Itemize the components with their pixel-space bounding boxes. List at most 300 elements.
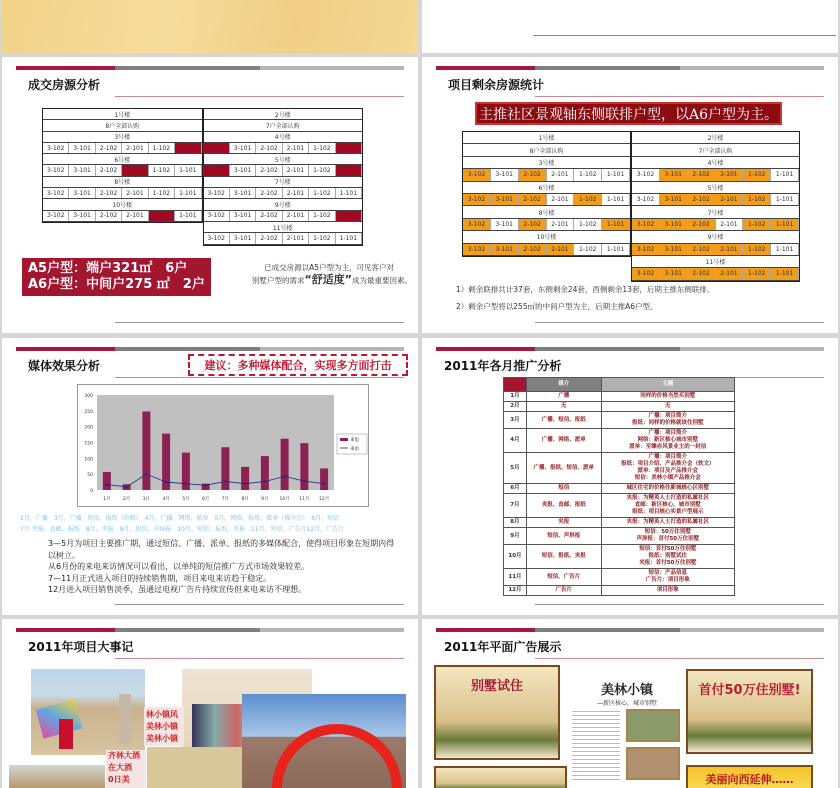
footer-rule <box>115 322 404 323</box>
legend-label-visits: 来访 <box>350 447 359 452</box>
building-title: 2号楼 <box>204 109 363 120</box>
header-bar-gray <box>535 628 680 632</box>
unit-row <box>632 169 799 181</box>
header-bar-crimson <box>436 628 535 632</box>
unit-cell: 2-101 <box>283 143 309 153</box>
unit-cell: 3-102 <box>43 211 69 221</box>
header-bar-light <box>260 66 404 70</box>
slide-title: 2011年各月推广分析 <box>444 359 562 373</box>
unit-cell: 1-102 <box>743 169 771 180</box>
unit-cell: 2-102 <box>96 188 122 198</box>
unit-cell: 1-102 <box>149 188 175 198</box>
red-text-photo <box>144 707 184 746</box>
point-visits <box>224 480 226 482</box>
unit-cell: 1-101 <box>771 268 799 279</box>
table-cell: 无 <box>601 402 734 412</box>
x-tick-label: 9月 <box>261 497 269 502</box>
unit-cell: 1-101 <box>602 169 630 180</box>
header-bar-light <box>260 628 404 632</box>
red-text-photo <box>106 750 146 788</box>
unit-cell: 1-101 <box>336 233 362 243</box>
paragraph-line: 从6月份的来电来访情况可以看出，以单纯的短信推广方式市场效果较差。 <box>48 562 310 571</box>
unit-cell: 2-101 <box>122 211 148 221</box>
table-cell: 5月 <box>504 453 527 484</box>
analysis-paragraph <box>48 538 398 596</box>
unit-cell: 2-102 <box>688 219 716 230</box>
header-bar-light <box>680 628 824 632</box>
table-cell: 广播 <box>526 392 601 402</box>
table-half-left <box>42 108 203 223</box>
building-note: 8户全部认购 <box>43 120 202 131</box>
table-row <box>504 392 735 402</box>
bar-calls <box>281 439 289 490</box>
table-cell: 夹报、直邮、报纸 <box>526 494 601 518</box>
ad-meilin-town <box>572 679 682 707</box>
table-cell: 无 <box>526 402 601 412</box>
unit-cell: 2-101 <box>122 188 148 198</box>
point-visits <box>204 484 206 486</box>
table-cell: 短信：产品信息 广告片：项目形象 <box>601 569 734 586</box>
building-title: 3号楼 <box>43 132 202 143</box>
unit-cell: 1-102 <box>574 244 602 255</box>
unit-cell: 1-101 <box>175 143 201 153</box>
banner-text-line: 美林小镇 <box>146 722 178 731</box>
slide-title: 2011年项目大事记 <box>28 640 134 654</box>
unit-cell: 2-101 <box>283 211 309 221</box>
title-rule <box>115 658 404 659</box>
x-tick-label: 4月 <box>162 497 170 502</box>
remaining-note-2: 2）剩余户型将以255㎡的中间户型为主，后期主推A6户型。 <box>456 302 658 311</box>
unit-cell: 2-101 <box>122 143 148 153</box>
banner-text-line: 在大酒 <box>108 763 132 772</box>
footer-rule <box>535 322 824 323</box>
slide-title: 项目剩余房源统计 <box>448 78 545 92</box>
unit-cell: 2-102 <box>519 219 547 230</box>
unit-cell: 1-102 <box>743 194 771 205</box>
unit-cell: 1-101 <box>336 165 362 175</box>
unit-cell: 3-102 <box>203 233 229 243</box>
header-bar-gray <box>115 347 260 351</box>
remaining-units-table <box>462 131 800 280</box>
ad-bottom-left <box>434 766 567 788</box>
unit-row <box>43 188 202 199</box>
point-visits <box>323 482 325 484</box>
building-title: 9号楼 <box>204 199 363 210</box>
slide-sold-analysis[interactable] <box>2 57 418 333</box>
summary-line: A6户型：中间户275 ㎡ 2户 <box>28 277 205 292</box>
unit-row <box>204 211 363 222</box>
table-cell: 广播：项目简介 网络：新区核心城市别墅 派单：至臻赤风景业主的一封信 <box>601 429 734 453</box>
table-row <box>504 518 735 528</box>
unit-cell: 3-101 <box>660 194 688 205</box>
unit-cell: 3-101 <box>660 268 688 279</box>
plot-area <box>97 395 334 490</box>
bar-calls <box>320 468 328 490</box>
x-tick-label: 7月 <box>221 497 230 502</box>
footer-rule <box>533 35 836 36</box>
building-note: 7户全部认购 <box>632 144 799 156</box>
table-cell: 广播、短信、报纸 <box>526 412 601 429</box>
banner-text-line: 齐林大酒 <box>108 751 140 760</box>
opening-arch-photo <box>242 694 406 788</box>
building-title: 4号楼 <box>204 132 363 143</box>
unit-cell: 3-102 <box>43 165 69 175</box>
building-title: 3号楼 <box>463 157 630 169</box>
x-tick-label: 5月 <box>182 497 190 502</box>
y-tick-label: 200 <box>84 425 93 431</box>
unit-cell: 3-102 <box>463 219 491 230</box>
bar-calls <box>142 411 150 490</box>
sold-units-table <box>42 108 363 244</box>
unit-cell: 2-101 <box>547 194 575 205</box>
table-cell: 10月 <box>504 545 527 569</box>
header-bar-gray <box>115 66 260 70</box>
table-cell: 广播：项目简介 报纸：同样的价格就该住别墅 <box>601 412 734 429</box>
suggestion-box: 建议：多种媒体配合，实现多方面打击 <box>188 354 408 376</box>
table-half-left <box>462 131 631 257</box>
x-tick-label: 11月 <box>299 497 310 502</box>
unit-cell: 2-102 <box>688 268 716 279</box>
unit-row <box>463 169 630 181</box>
footer-rule <box>115 604 404 605</box>
building-title: 5号楼 <box>204 154 363 165</box>
x-tick-label: 10月 <box>279 497 290 502</box>
table-cell: 夹报：为精英人士打造的私属社区 直邮：新区核心，城市别墅 报纸：项目核心实景户型展示 <box>601 494 734 518</box>
table-row <box>504 429 735 453</box>
unit-cell: 1-101 <box>602 244 630 255</box>
media-line-2: 7月 夹报、直邮、报纸 8月，夹报 9月，短信、声屏报 10月，短信、报纸、夹报 11月，短信、广告片12月，广告片 <box>20 526 345 533</box>
unit-cell: 2-101 <box>547 219 575 230</box>
unit-cell: 1-101 <box>336 211 362 221</box>
paragraph-line: 7—11月正式进入项目的持续销售期，项目来电来访趋于稳定。 <box>48 573 272 583</box>
title-rule <box>735 377 824 378</box>
x-tick-label: 8月 <box>241 497 249 502</box>
unit-cell: 1-102 <box>743 268 771 279</box>
y-tick-label: 50 <box>87 473 93 479</box>
point-visits <box>264 480 266 482</box>
table-cell: 夹报：为精英人士打造的私属社区 <box>601 518 734 528</box>
sold-note <box>212 262 412 287</box>
table-cell: 广告片 <box>526 586 601 596</box>
point-visits <box>145 473 147 475</box>
table-cell: 7月 <box>504 494 527 518</box>
unit-cell: 1-102 <box>743 244 771 255</box>
table-cell: 短信：50万住别墅 声屏报：首付50万住别墅 <box>601 528 734 545</box>
building-note: 8户全部认购 <box>463 144 630 156</box>
bar-calls <box>300 443 308 490</box>
unit-cell: 1-102 <box>309 165 335 175</box>
header-bar-crimson <box>436 66 535 70</box>
header-bar-light <box>680 66 824 70</box>
unit-cell: 3-101 <box>230 143 256 153</box>
unit-cell: 2-101 <box>283 188 309 198</box>
unit-cell: 1-101 <box>771 194 799 205</box>
unit-cell: 2-101 <box>283 165 309 175</box>
unit-cell: 1-102 <box>574 194 602 205</box>
building-title: 7号楼 <box>632 206 799 218</box>
unit-row <box>463 219 630 231</box>
table-cell: 短信、广告片 <box>526 569 601 586</box>
unit-cell: 2-102 <box>256 143 282 153</box>
unit-cell: 1-101 <box>602 219 630 230</box>
unit-cell: 1-101 <box>771 219 799 230</box>
table-cell: 短信、声屏报 <box>526 528 601 545</box>
unit-cell: 1-102 <box>149 211 175 221</box>
unit-cell: 2-101 <box>716 194 744 205</box>
unit-cell: 2-102 <box>688 244 716 255</box>
unit-row <box>204 143 363 154</box>
table-row <box>504 494 735 518</box>
table-cell: 4月 <box>504 429 527 453</box>
table-cell: 夹报 <box>526 518 601 528</box>
unit-row <box>632 244 799 256</box>
table-cell: 6月 <box>504 484 527 494</box>
y-tick-label: 300 <box>84 394 93 399</box>
unit-cell: 3-101 <box>491 169 519 180</box>
slide-events[interactable] <box>2 619 418 788</box>
unit-cell: 2-102 <box>688 169 716 180</box>
unit-cell: 3-101 <box>230 233 256 243</box>
table-row <box>504 484 735 494</box>
ad-headline: 美林小镇 <box>600 683 653 698</box>
y-tick-label: 150 <box>84 441 93 447</box>
unit-cell: 2-102 <box>256 165 282 175</box>
ad-headline: 别墅试住 <box>470 679 523 694</box>
unit-cell: 3-101 <box>491 244 519 255</box>
unit-cell: 2-102 <box>256 211 282 221</box>
table-cell: 12月 <box>504 586 527 596</box>
title-rule <box>535 658 824 659</box>
table-row <box>504 528 735 545</box>
y-tick-label: 250 <box>84 409 93 415</box>
header-bar-light <box>680 347 824 351</box>
unit-row <box>43 165 202 176</box>
note-emphasis: “舒适度” <box>304 273 352 286</box>
unit-cell: 3-102 <box>632 169 660 180</box>
calls-visits-chart <box>77 384 369 507</box>
note-text: 成为最重要因素。 <box>352 276 412 285</box>
unit-cell: 3-102 <box>203 188 229 198</box>
table-cell: 城区住宅的价格住新城核心区别墅 <box>601 484 734 494</box>
unit-cell: 3-102 <box>632 268 660 279</box>
building-note: 7户全部认购 <box>204 120 363 131</box>
header-bar-crimson <box>16 628 115 632</box>
table-cell: 3月 <box>504 412 527 429</box>
unit-row <box>632 268 799 280</box>
table-half-right <box>631 131 800 282</box>
cover-slide[interactable] <box>2 0 418 53</box>
bar-calls <box>241 467 249 490</box>
unit-cell: 3-101 <box>230 188 256 198</box>
slide-title: 2011年平面广告展示 <box>444 640 562 654</box>
unit-cell: 1-102 <box>574 219 602 230</box>
unit-cell: 3-101 <box>660 219 688 230</box>
ad-subtitle: —新区核心，城市别墅 <box>596 700 657 707</box>
unit-cell: 1-101 <box>175 211 201 221</box>
unit-cell: 3-102 <box>203 165 229 175</box>
table-cell: 短信 <box>526 484 601 494</box>
header-bar-light <box>260 347 404 351</box>
title-rule <box>115 377 404 378</box>
ad-down-payment <box>686 669 813 754</box>
unit-cell: 2-102 <box>688 194 716 205</box>
unit-cell: 2-102 <box>519 244 547 255</box>
building-title: 5号楼 <box>632 182 799 194</box>
building-title: 8号楼 <box>463 206 630 218</box>
building-title: 10号楼 <box>43 199 202 210</box>
building-title: 8号楼 <box>43 177 202 188</box>
unit-row <box>43 211 202 222</box>
building-title: 11号楼 <box>632 256 799 268</box>
slide-remaining-units[interactable] <box>422 57 838 333</box>
unit-cell: 3-101 <box>660 169 688 180</box>
header-cell: 月份 <box>504 378 527 392</box>
note-line: 已成交房源以A5户型为主，可见客户对 <box>264 263 394 272</box>
unit-cell: 2-101 <box>716 219 744 230</box>
unit-cell: 3-102 <box>632 194 660 205</box>
previous-slide[interactable] <box>422 0 838 53</box>
table-cell: 广播、网络、派单 <box>526 429 601 453</box>
slide-media-analysis[interactable] <box>2 338 418 615</box>
table-row <box>504 569 735 586</box>
unit-cell: 3-102 <box>203 211 229 221</box>
table-cell: 9月 <box>504 528 527 545</box>
unit-cell: 3-101 <box>230 165 256 175</box>
header-bar-crimson <box>16 347 115 351</box>
building-title: 11号楼 <box>204 222 363 233</box>
unit-cell: 3-102 <box>203 143 229 153</box>
unit-cell: 1-101 <box>336 188 362 198</box>
x-tick-label: 2月 <box>122 497 131 502</box>
table-cell: 同样的价格当然买别墅 <box>601 392 734 402</box>
table-cell: 短信、报纸、夹报 <box>526 545 601 569</box>
header-bar-crimson <box>436 347 535 351</box>
unit-type-summary <box>22 258 211 296</box>
table-row <box>504 586 735 596</box>
unit-cell: 1-101 <box>175 188 201 198</box>
unit-cell: 1-102 <box>574 169 602 180</box>
unit-cell: 1-101 <box>336 143 362 153</box>
promotion-table <box>503 377 735 596</box>
unit-cell: 1-102 <box>309 188 335 198</box>
building-title: 2号楼 <box>632 132 799 144</box>
unit-cell: 1-102 <box>309 143 335 153</box>
unit-row <box>204 233 363 244</box>
x-tick-label: 6月 <box>201 497 210 502</box>
unit-cell: 1-102 <box>149 165 175 175</box>
point-visits <box>185 482 187 484</box>
unit-cell: 3-101 <box>69 143 95 153</box>
unit-cell: 3-101 <box>69 188 95 198</box>
title-rule <box>535 96 824 97</box>
media-line-1: 1月，广播 3月，广播、短信、报纸（价格） 4月，广播、网络、派单 5月，网络、报纸、派单（推介会） 6月，短信 <box>20 515 340 522</box>
unit-cell: 1-101 <box>771 244 799 255</box>
unit-cell: 3-101 <box>69 211 95 221</box>
x-tick-label: 12月 <box>319 497 330 502</box>
unit-row <box>632 219 799 231</box>
y-tick-label: 0 <box>90 489 93 494</box>
unit-cell: 1-101 <box>602 194 630 205</box>
point-visits <box>125 486 127 488</box>
unit-cell: 1-102 <box>149 143 175 153</box>
table-header <box>504 378 735 392</box>
note-text: 别墅户型的需求 <box>252 276 305 285</box>
header-cell: 主题 <box>601 378 734 392</box>
banner-text-line: 林小镇风 <box>146 710 178 719</box>
unit-cell: 3-102 <box>463 169 491 180</box>
table-cell: 2月 <box>504 402 527 412</box>
promo-banner: 主推社区景观轴东侧联排户型，以A6户型为主。 <box>475 102 782 125</box>
unit-cell: 2-102 <box>519 169 547 180</box>
point-visits <box>303 480 305 482</box>
ad-villa-trial <box>434 665 560 760</box>
table-row <box>504 453 735 484</box>
summary-line: A5户型：端户321㎡ 6户 <box>28 261 188 276</box>
unit-cell: 2-102 <box>256 188 282 198</box>
ad-headline: 美丽向西延伸…… <box>705 773 794 786</box>
unit-cell: 2-102 <box>519 194 547 205</box>
unit-cell: 3-102 <box>43 143 69 153</box>
unit-cell: 2-102 <box>96 165 122 175</box>
unit-cell: 3-101 <box>660 244 688 255</box>
unit-cell: 3-102 <box>632 244 660 255</box>
table-row <box>504 412 735 429</box>
unit-cell: 2-101 <box>122 165 148 175</box>
header-bar-crimson <box>16 66 115 70</box>
table-cell: 11月 <box>504 569 527 586</box>
table-row <box>504 545 735 569</box>
unit-cell: 2-102 <box>256 233 282 243</box>
unit-cell: 1-102 <box>743 219 771 230</box>
point-visits <box>283 475 285 477</box>
hall-photo <box>9 765 105 788</box>
unit-cell: 2-101 <box>547 169 575 180</box>
unit-cell: 3-102 <box>43 188 69 198</box>
unit-row <box>463 194 630 206</box>
ad-westward <box>686 765 813 788</box>
x-tick-label: 1月 <box>103 497 111 502</box>
unit-cell: 2-101 <box>547 244 575 255</box>
building-title: 7号楼 <box>204 177 363 188</box>
unit-cell: 3-101 <box>69 165 95 175</box>
unit-cell: 1-101 <box>771 169 799 180</box>
unit-cell: 2-101 <box>716 268 744 279</box>
building-title: 1号楼 <box>43 109 202 120</box>
remaining-note-1: 1）剩余联排共计37套，东侧剩余24套，西侧剩余13套，后期主推东侧联排。 <box>456 285 715 294</box>
bar-calls <box>103 472 111 490</box>
paragraph-line: 12月进入项目销售淡季，虽通过电视广告片持续宣传但来电来访不理想。 <box>48 585 307 594</box>
building-title: 10号楼 <box>463 231 630 243</box>
unit-cell: 3-102 <box>463 244 491 255</box>
x-tick-label: 3月 <box>142 497 151 502</box>
banner-text-line: 0日美 <box>108 775 130 784</box>
table-cell: 8月 <box>504 518 527 528</box>
table-cell: 广播、报纸、短信、派单 <box>526 453 601 484</box>
slide-monthly-promotion[interactable] <box>422 338 838 615</box>
building-title: 6号楼 <box>43 154 202 165</box>
slide-print-ads[interactable] <box>422 619 838 788</box>
building-title: 9号楼 <box>632 231 799 243</box>
slide-title: 成交房源分析 <box>28 78 101 92</box>
point-visits <box>165 481 167 483</box>
unit-row <box>632 194 799 206</box>
unit-cell: 3-102 <box>463 194 491 205</box>
building-title: 1号楼 <box>463 132 630 144</box>
unit-cell: 3-101 <box>491 194 519 205</box>
footer-rule <box>535 604 824 605</box>
point-visits <box>106 483 108 485</box>
table-cell: 1月 <box>504 392 527 402</box>
